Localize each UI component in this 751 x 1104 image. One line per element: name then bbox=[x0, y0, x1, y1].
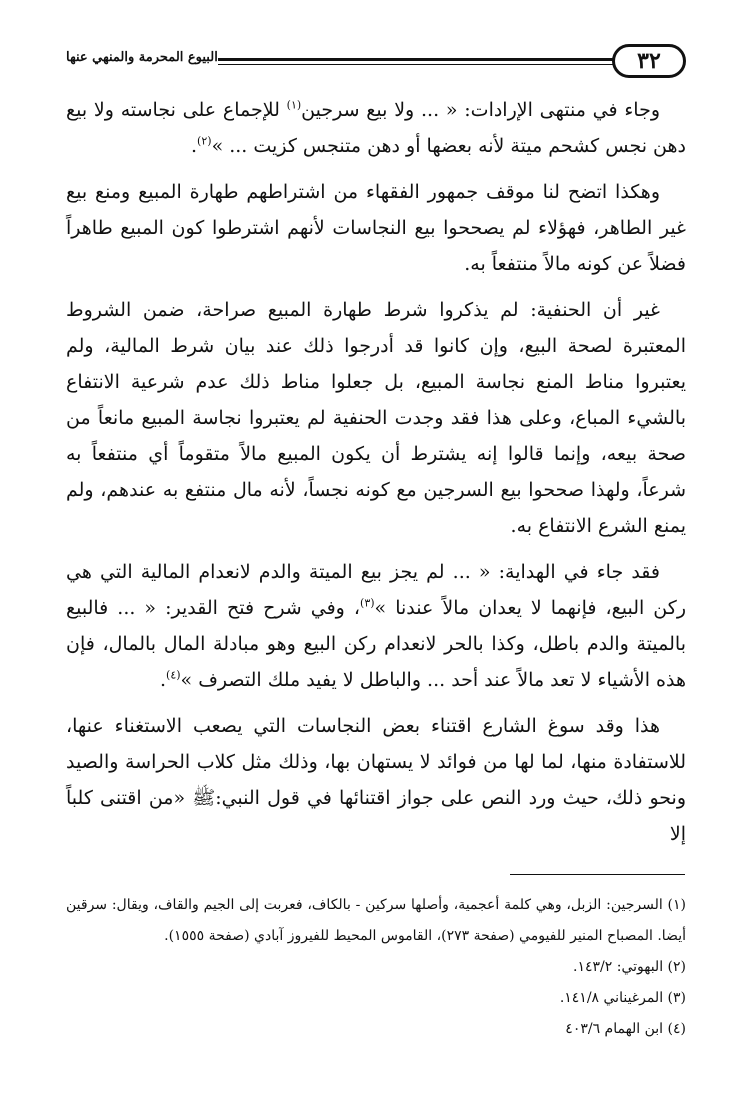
footnote-3: (٣) المرغيناني ١٤١/٨. bbox=[559, 990, 686, 1006]
paragraph-1: وجاء في منتهى الإرادات: « ... ولا بيع سرجين$^{(١)}$ للإجماع على نجاسته ولا بيع دهن نجس كشحم ميتة لأنه بعضها أو دهن متنجس كزيت ... »$^{(٢)}$. bbox=[66, 98, 686, 157]
header-rule bbox=[218, 58, 616, 61]
paragraph-3: غير أن الحنفية: لم يذكروا شرط طهارة المبيع صراحة، ضمن الشروط المعتبرة لصحة البيع، وإن كانوا قد أدرجوا ذلك عند بيان شرط المالية، ولم يعتبروا مناط المنع نجاسة المبيع، بل جعلوا مناط ذلك عدم شرعية الانتفاع بالشيء المباع، وعلى هذا فقد وجدت الحنفية لم يعتبروا نجاسة المبيع مانعاً من صحة بيعه، وإنما قالوا إنه يشترط أن يكون المبيع مالاً متقوماً أي منتفعاً به شرعاً، ولهذا صححوا بيع السرجين مع كونه نجساً، لأنه مال منتفع به عندهم، ولم يمنع الشرع الانتفاع به. bbox=[66, 299, 686, 537]
paragraph-5: هذا وقد سوغ الشارع اقتناء بعض النجاسات التي يصعب الاستغناء عنها، للاستفادة منها، لما لها من فوائد لا يستهان بها، وذلك مثل كلاب الحراسة والصيد ونحو ذلك، حيث ورد النص على جواز اقتنائها في قول النبي:ﷺ «من اقتنى كلباً إلا bbox=[66, 715, 686, 845]
footnote-ref-4: (٤) bbox=[166, 668, 181, 682]
footnote-2: (٢) البهوتي: ١٤٣/٢. bbox=[573, 959, 686, 975]
footnote-ref-3: (٣) bbox=[360, 596, 375, 610]
footnote-1: (١) السرجين: الزبل، وهي كلمة أعجمية، وأصلها سركين - بالكاف، فعربت إلى الجيم والقاف، ويقال: سرقين أيضا. المصباح المنير للفيومي (صفحة ٢٧٣)، القاموس المحيط للفيروز آبادي (صفحة ١٥٥٥). bbox=[66, 897, 686, 944]
footnotes bbox=[66, 890, 686, 1045]
paragraph-4: فقد جاء في الهداية: « ... لم يجز بيع الميتة والدم لانعدام المالية التي هي ركن البيع، فإنهما لا يعدان مالاً عندنا »$^{(٣)}$، وفي شرح فتح القدير: « ... فالبيع بالميتة والدم باطل، وكذا بالحر لانعدام ركن البيع وهو مبادلة المال بالمال، فإن هذه الأشياء لا تعد مالاً عند أحد ... والباطل لا يفيد ملك التصرف »$^{(٤)}$. bbox=[66, 561, 686, 691]
footnote-separator bbox=[510, 874, 685, 875]
running-title: البيوع المحرمة والمنهي عنها bbox=[66, 50, 218, 65]
body-text bbox=[66, 92, 686, 862]
paragraph-2: وهكذا اتضح لنا موقف جمهور الفقهاء من اشتراطهم طهارة المبيع ومنع بيع غير الطاهر، فهؤلاء لم يصححوا بيع النجاسات لأنهم اشترطوا كون المبيع طاهراً فضلاً عن كونه مالاً منتفعاً به. bbox=[66, 181, 686, 275]
footnote-4: (٤) ابن الهمام ٤٠٣/٦ bbox=[565, 1021, 686, 1037]
header-rule-thin bbox=[218, 64, 616, 65]
page-number-badge: ٣٢ bbox=[612, 44, 686, 78]
footnote-ref-2: (٢) bbox=[197, 134, 212, 148]
footnote-ref-1: (١) bbox=[286, 98, 302, 112]
page-header bbox=[66, 40, 686, 84]
